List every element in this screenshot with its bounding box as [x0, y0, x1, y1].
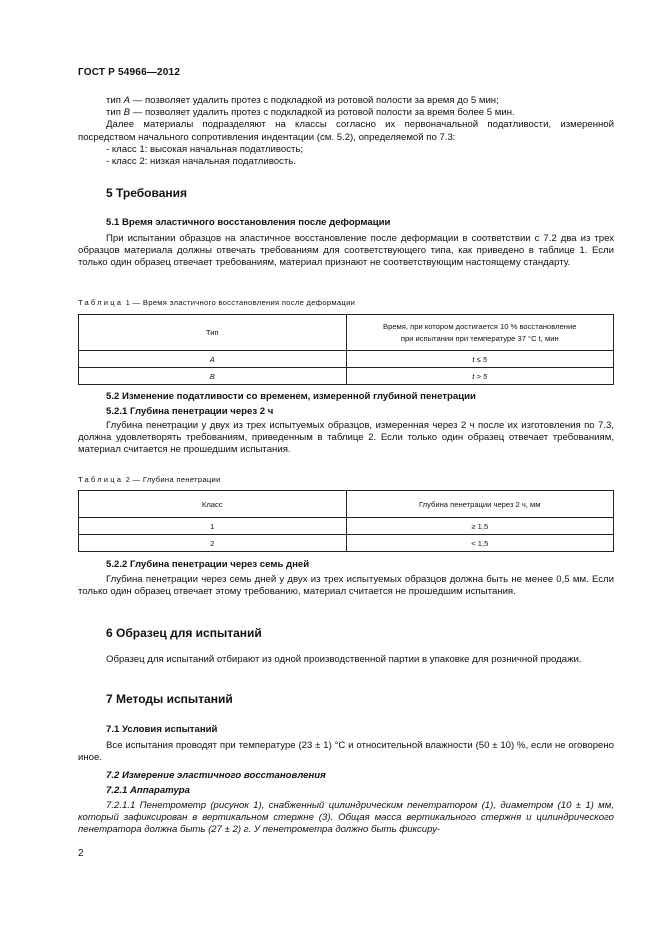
section-7-1-title: 7.1 Условия испытаний	[106, 724, 218, 735]
table-1-col-time: Время, при котором достигается 10 % восстановление при испытании при температуре 37 °С t, мин	[346, 315, 614, 351]
section-7-2-1-title: 7.2.1 Аппаратура	[106, 785, 191, 796]
section-5-1-block	[78, 217, 614, 270]
section-5-1-title: 5.1 Время эластичного восстановления после деформации	[106, 217, 391, 228]
classes-paragraph: Далее материалы подразделяют на классы согласно их первоначальной податливости, измеренной посредством начального сопротивления индентации (см. 5.2), определяемой по 7.3:	[78, 119, 614, 143]
type-a-line: тип А — позволяет удалить протез с подкладкой из ротовой полости за время до 5 мин;	[106, 95, 499, 106]
section-7-1-block	[78, 724, 614, 764]
section-5-2-2-block	[78, 559, 614, 598]
section-6-text: Образец для испытаний отбирают из одной производственной партии в упаковке для розничной продажи.	[106, 654, 582, 665]
document-header: ГОСТ Р 54966—2012	[78, 67, 181, 78]
table-2-col-class: Класс	[79, 491, 347, 518]
section-5-2-block	[78, 391, 614, 457]
section-5-2-1-title: 5.2.1 Глубина пенетрации через 2 ч	[106, 406, 274, 417]
table-1-col-type: Тип	[79, 315, 347, 351]
section-7-block	[78, 692, 614, 706]
section-5-title: 5 Требования	[106, 186, 187, 200]
table-row: А t ≤ 5	[79, 351, 614, 368]
section-6-block	[78, 626, 614, 666]
table-2-header-row	[79, 491, 614, 518]
table-row: В t > 5	[79, 368, 614, 385]
section-5-heading-block	[78, 186, 614, 200]
type-b-line: тип В — позволяет удалить протез с подкладкой из ротовой полости за время более 5 мин.	[106, 107, 515, 119]
table-2-caption: Таблица 2 — Глубина пенетрации	[78, 475, 221, 484]
table-2	[78, 490, 614, 552]
table-1-caption: Таблица 1 — Время эластичного восстановления после деформации	[78, 298, 356, 307]
class-1-item: - класс 1: высокая начальная податливость;	[106, 143, 304, 155]
section-7-2-block	[78, 770, 614, 837]
table-1-header-row	[79, 315, 614, 351]
section-5-1-text: При испытании образцов на эластичное восстановление после деформации в соответствии с 7.2 два из трех образцов материала должны отвечать требованиям для соответствующего типа, как приведено в таблице 1. Если только один образец отвечает требованиям, материал признают не соответствующим настоящему стандарту.	[78, 233, 614, 269]
section-7-1-text: Все испытания проводят при температуре (23 ± 1) °С и относительной влажности (50 ± 10) %, если не оговорено иное.	[78, 740, 614, 764]
table-row: 1 ≥ 1,5	[79, 518, 614, 535]
section-7-2-title: 7.2 Измерение эластичного восстановления	[106, 770, 326, 781]
section-5-2-1-text: Глубина пенетрации у двух из трех испытуемых образцов, измеренная через 2 ч после их изготовления по 7.3, должна удовлетворять требованиям, приведенным в таблице 2. Если только один образец отвечает требованиям, материал считается не прошедшим испытания.	[78, 420, 614, 456]
section-5-2-2-title: 5.2.2 Глубина пенетрации через семь дней	[106, 559, 310, 570]
section-6-title: 6 Образец для испытаний	[106, 626, 262, 640]
section-5-2-2-text: Глубина пенетрации через семь дней у двух из трех испытуемых образцов должна быть не менее 0,5 мм. Если только один образец отвечает этому требованию, материал считается не прошедшим испытания.	[78, 574, 614, 598]
section-7-2-1-1-text: 7.2.1.1 Пенетрометр (рисунок 1), снабженный цилиндрическим пенетратором (1), диаметром (10 ± 1) мм, который зафиксирован в вертикальном стержне (3). Общая масса вертикального стержня и цилиндрического пенетратора должна быть (27 ± 2) г. У пенетрометра должно быть фиксиру-	[78, 800, 614, 836]
section-5-2-title: 5.2 Изменение податливости со временем, измеренной глубиной пенетрации	[106, 391, 476, 402]
table-2-col-depth: Глубина пенетрации через 2 ч, мм	[346, 491, 614, 518]
table-row: 2 < 1,5	[79, 535, 614, 552]
class-2-item: - класс 2: низкая начальная податливость.	[106, 156, 296, 168]
intro-block	[78, 95, 614, 168]
section-7-title: 7 Методы испытаний	[106, 692, 233, 706]
page-number: 2	[78, 848, 84, 859]
table-1	[78, 314, 614, 385]
